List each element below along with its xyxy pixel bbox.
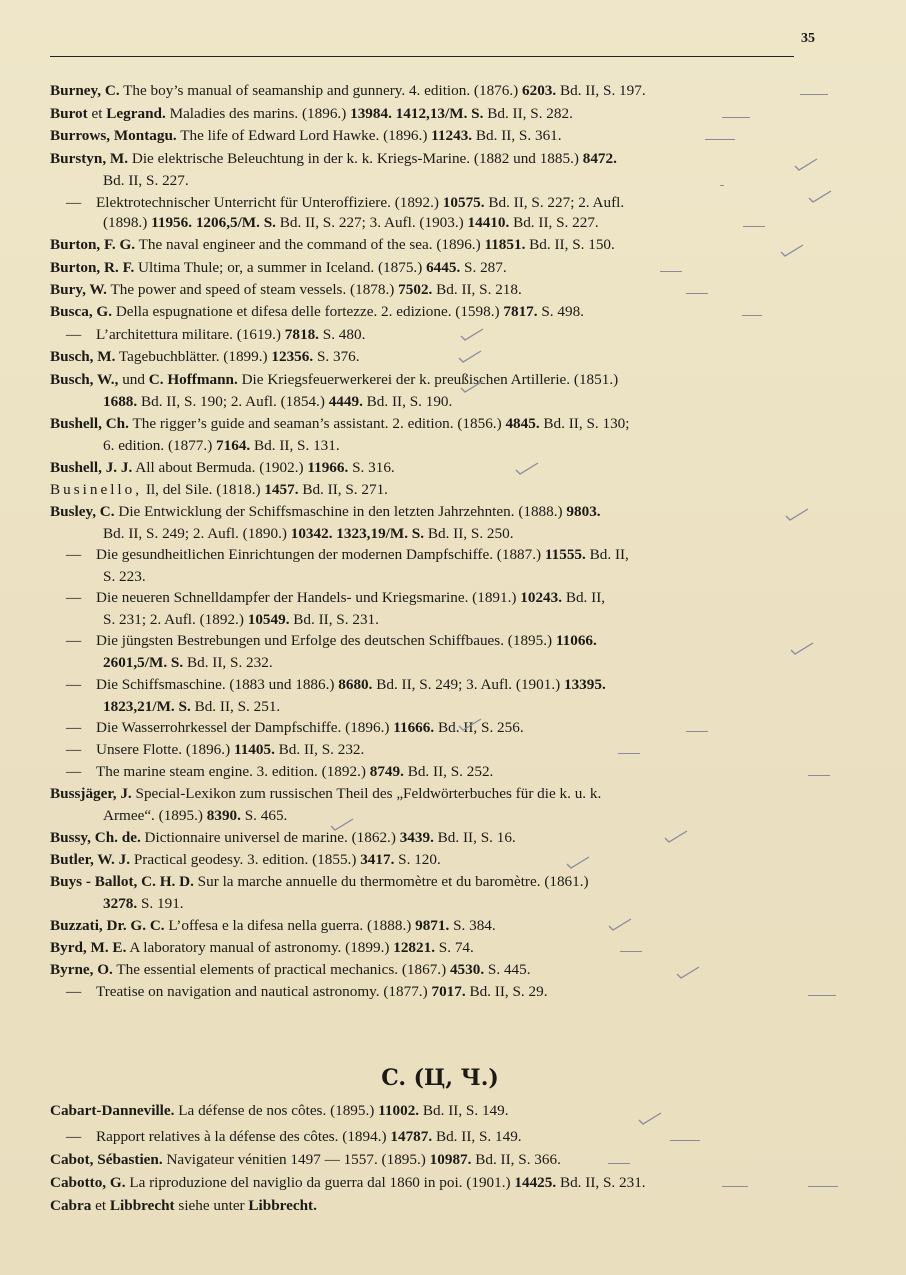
shelf-mark: 6445.: [426, 259, 461, 276]
entry-title: et: [87, 105, 107, 122]
entry-title: The power and speed of steam vessels. (1878.): [106, 281, 399, 298]
entry-line: [103, 392, 452, 412]
shelf-mark: 4845.: [505, 415, 540, 432]
entry-line: [50, 784, 601, 804]
shelf-mark: 10987.: [429, 1151, 472, 1168]
pencil-tick-mark: [705, 139, 735, 140]
check-mark-icon: [460, 328, 484, 342]
entry-ref: Bd. II, S. 251.: [190, 698, 281, 715]
entry-author: Libbrecht.: [248, 1197, 317, 1214]
entry-title: The marine steam engine. 3. edition. (1892.): [96, 763, 370, 780]
shelf-mark: 11405.: [233, 741, 275, 758]
entry-ref: Bd. II, S. 232.: [183, 654, 273, 671]
shelf-mark: 7502.: [398, 281, 433, 298]
pencil-tick-mark: [660, 271, 682, 272]
entry-line: [103, 610, 379, 630]
entry-title: S. 223.: [103, 568, 146, 585]
entry-author: Cabot, Sébastien.: [50, 1151, 163, 1168]
entry-line: [50, 149, 617, 169]
entry-title: Practical geodesy. 3. edition. (1855.): [130, 851, 361, 868]
entry-ref: Bd. II, S. 249; 3. Aufl. (1901.): [372, 676, 564, 693]
entry-line: [50, 828, 516, 848]
shelf-mark: 14425.: [514, 1174, 557, 1191]
entry-title: L’architettura militare. (1619.): [96, 326, 285, 343]
entry-title: siehe unter: [174, 1197, 249, 1214]
header-rule: [50, 56, 794, 57]
shelf-mark: 6203.: [522, 82, 557, 99]
entry-line: [103, 436, 340, 456]
shelf-mark: 4449.: [328, 393, 363, 410]
ditto-dash: —: [66, 546, 82, 563]
pencil-tick-mark: [686, 293, 708, 294]
entry-title: Die jüngsten Bestrebungen und Erfolge des deutschen Schiffbaues. (1895.): [96, 632, 556, 649]
entry-ref: Bd. II, S. 282.: [483, 105, 573, 122]
entry-ref: Bd. II, S. 227; 3. Aufl. (1903.): [275, 214, 468, 231]
check-mark-icon: [664, 830, 688, 844]
pencil-tick-mark: [800, 94, 828, 95]
entry-line: [66, 740, 364, 760]
entry-title: Della espugnatione et difesa delle fortezze. 2. edizione. (1598.): [112, 303, 504, 320]
pencil-tick-mark: [743, 226, 765, 227]
entry-line: [50, 302, 584, 322]
entry-title: Bd. II, S. 249; 2. Aufl. (1890.): [103, 525, 291, 542]
entry-line: [66, 325, 365, 345]
entry-author: Busch, W.,: [50, 371, 119, 388]
entry-author: Businello,: [50, 481, 143, 498]
entry-line: [50, 104, 573, 124]
pencil-tick-mark: [808, 1186, 838, 1187]
shelf-mark: 11243.: [431, 127, 473, 144]
entry-title: L’offesa e la difesa nella guerra. (1888.): [164, 917, 416, 934]
entry-title: Elektrotechnischer Unterricht für Unteroffiziere. (1892.): [96, 194, 443, 211]
entry-author: Bury, W.: [50, 281, 107, 298]
pencil-tick-mark: [670, 1140, 700, 1141]
ditto-dash: —: [66, 326, 82, 343]
entry-title: Navigateur vénitien 1497 — 1557. (1895.): [162, 1151, 430, 1168]
entry-title: The life of Edward Lord Hawke. (1896.): [176, 127, 432, 144]
entry-line: [103, 524, 514, 544]
shelf-mark: 10549.: [247, 611, 290, 628]
entry-title: Tagebuchblätter. (1899.): [115, 348, 272, 365]
check-mark-icon: [608, 918, 632, 932]
entry-author: Byrd, M. E.: [50, 939, 127, 956]
entry-line: [66, 1127, 522, 1147]
pencil-tick-mark: [722, 1186, 748, 1187]
entry-title: Armee“. (1895.): [103, 807, 207, 824]
pencil-tick-mark: [686, 731, 708, 732]
page-number: 35: [801, 31, 815, 46]
entry-ref: S. 465.: [240, 807, 288, 824]
entry-title: The essential elements of practical mechanics. (1867.): [112, 961, 450, 978]
entry-ref: Bd. II, S. 256.: [434, 719, 524, 736]
pencil-tick-mark: [608, 1163, 630, 1164]
entry-line: [50, 502, 601, 522]
entry-author: Byrne, O.: [50, 961, 113, 978]
entry-line: [66, 631, 597, 651]
entry-line: [66, 982, 548, 1002]
pencil-tick-mark: [808, 995, 836, 996]
shelf-mark: 13984. 1412,13/M. S.: [350, 105, 484, 122]
entry-line: [50, 458, 395, 478]
check-mark-icon: [780, 244, 804, 258]
entry-ref: Bd. II, S. 131.: [250, 437, 340, 454]
entry-title: Unsere Flotte. (1896.): [96, 741, 234, 758]
entry-ref: Bd. II, S. 227; 2. Aufl.: [484, 194, 625, 211]
entry-title: Treatise on navigation and nautical astronomy. (1877.): [96, 983, 432, 1000]
shelf-mark: 8472.: [582, 150, 617, 167]
entry-title: The rigger’s guide and seaman’s assistant. 2. edition. (1856.): [128, 415, 506, 432]
check-mark-icon: [808, 190, 832, 204]
entry-author: Burton, R. F.: [50, 259, 135, 276]
ditto-dash: —: [66, 741, 82, 758]
entry-line: [66, 193, 624, 213]
entry-ref: Bd. II, S. 16.: [433, 829, 516, 846]
shelf-mark: 14410.: [467, 214, 510, 231]
check-mark-icon: [790, 642, 814, 656]
entry-line: [50, 938, 474, 958]
check-mark-icon: [515, 462, 539, 476]
entry-line: [66, 675, 606, 695]
entry-line: [103, 171, 189, 191]
entry-ref: Bd. II, S. 218.: [432, 281, 522, 298]
ditto-dash: —: [66, 1128, 82, 1145]
entry-title: Special-Lexikon zum russischen Theil des „Feldwörterbuches für die k. u. k.: [131, 785, 602, 802]
shelf-mark: 11666.: [393, 719, 435, 736]
entry-author: Bussy, Ch. de.: [50, 829, 141, 846]
shelf-mark: 1688.: [103, 393, 138, 410]
entry-author: Legrand.: [106, 105, 166, 122]
entry-line: [103, 894, 184, 914]
shelf-mark: 11966.: [307, 459, 349, 476]
entry-title: The naval engineer and the command of the sea. (1896.): [135, 236, 485, 253]
pencil-tick-mark: [742, 315, 762, 316]
entry-line: [103, 806, 287, 826]
entry-title: Die Entwicklung der Schiffsmaschine in den letzten Jahrzehnten. (1888.): [114, 503, 567, 520]
pencil-tick-mark: [722, 117, 750, 118]
entry-line: [66, 545, 629, 565]
entry-line: [103, 567, 146, 587]
check-mark-icon: [458, 350, 482, 364]
entry-author: Bushell, Ch.: [50, 415, 129, 432]
entry-line: [50, 850, 441, 870]
shelf-mark: 9803.: [566, 503, 601, 520]
shelf-mark: 4530.: [449, 961, 485, 978]
ditto-dash: —: [66, 194, 82, 211]
entry-line: [103, 653, 273, 673]
entry-author: Bushell, J. J.: [50, 459, 133, 476]
entry-author: Burstyn, M.: [50, 150, 129, 167]
entry-author: Burrows, Montagu.: [50, 127, 177, 144]
shelf-mark: 10575.: [442, 194, 485, 211]
entry-ref: Bd. II, S. 149.: [432, 1128, 522, 1145]
entry-ref: Bd. II, S. 361.: [472, 127, 562, 144]
entry-title: Ultima Thule; or, a summer in Iceland. (1875.): [134, 259, 427, 276]
entry-ref: S. 445.: [484, 961, 531, 978]
entry-ref: Bd. II, S. 231.: [289, 611, 379, 628]
entry-author: Busley, C.: [50, 503, 115, 520]
entry-title: Sur la marche annuelle du thermomètre et du baromètre. (1861.): [193, 873, 589, 890]
entry-title: Rapport relatives à la défense des côtes. (1894.): [96, 1128, 391, 1145]
entry-ref: Bd. II, S. 150.: [525, 236, 615, 253]
entry-line: [50, 480, 388, 500]
entry-author: Busca, G.: [50, 303, 113, 320]
shelf-mark: 12821.: [393, 939, 435, 956]
entry-ref: Bd. II, S. 190.: [362, 393, 453, 410]
entry-title: (1898.): [103, 214, 152, 231]
entry-line: [103, 697, 280, 717]
entry-author: Buys - Ballot, C. H. D.: [50, 873, 194, 890]
ditto-dash: —: [66, 719, 82, 736]
entry-ref: Bd. II, S. 149.: [419, 1102, 509, 1119]
pencil-tick-mark: [620, 951, 642, 952]
entry-ref: Bd. II, S. 231.: [556, 1174, 646, 1191]
entry-author: Cabotto, G.: [50, 1174, 126, 1191]
check-mark-icon: [638, 1112, 662, 1126]
entry-line: [50, 1196, 317, 1216]
entry-ref: Bd. II, S. 271.: [298, 481, 388, 498]
entry-ref: Bd. II, S. 197.: [556, 82, 646, 99]
section-heading: C. (Ц, Ч.): [381, 1065, 499, 1091]
shelf-mark: 11851.: [484, 236, 526, 253]
entry-ref: Bd. II,: [562, 589, 606, 606]
entry-title: Die Kriegsfeuerwerkerei der k. preußischen Artillerie. (1851.): [237, 371, 619, 388]
entry-title: Bd. II, S. 227.: [103, 172, 189, 189]
entry-author: Buzzati, Dr. G. C.: [50, 917, 165, 934]
shelf-mark: 11555.: [544, 546, 586, 563]
check-mark-icon: [785, 508, 809, 522]
entry-ref: S. 74.: [435, 939, 474, 956]
entry-title: Maladies des marins. (1896.): [165, 105, 351, 122]
entry-line: [50, 872, 589, 892]
shelf-mark: 12356.: [271, 348, 314, 365]
shelf-mark: 11002.: [378, 1102, 420, 1119]
entry-author: Burney, C.: [50, 82, 120, 99]
entry-line: [66, 718, 524, 738]
entry-title: und: [118, 371, 149, 388]
shelf-mark: 9871.: [415, 917, 450, 934]
entry-line: [50, 960, 531, 980]
entry-line: [66, 762, 493, 782]
entry-ref: Bd. II, S. 190; 2. Aufl. (1854.): [137, 393, 329, 410]
entry-ref: Bd. II, S. 232.: [274, 741, 365, 758]
entry-ref: S. 191.: [137, 895, 184, 912]
shelf-mark: 1823,21/M. S.: [103, 698, 191, 715]
shelf-mark: 8680.: [338, 676, 373, 693]
entry-ref: Bd. II, S. 366.: [471, 1151, 561, 1168]
entry-title: La défense de nos côtes. (1895.): [174, 1102, 379, 1119]
entry-title: et: [91, 1197, 110, 1214]
shelf-mark: 7818.: [284, 326, 319, 343]
entry-author: Libbrecht: [109, 1197, 175, 1214]
shelf-mark: 3439.: [399, 829, 434, 846]
entry-ref: Bd. II, S. 252.: [403, 763, 494, 780]
pencil-tick-mark: [720, 185, 724, 186]
entry-ref: S. 287.: [460, 259, 507, 276]
entry-ref: Bd. II, S. 250.: [424, 525, 514, 542]
entry-author: Bussjäger, J.: [50, 785, 132, 802]
shelf-mark: 2601,5/M. S.: [103, 654, 184, 671]
entry-title: La riproduzione del naviglio da guerra dal 1860 in poi. (1901.): [125, 1174, 515, 1191]
ditto-dash: —: [66, 676, 82, 693]
ditto-dash: —: [66, 632, 82, 649]
entry-title: S. 231; 2. Aufl. (1892.): [103, 611, 248, 628]
entry-ref: Bd. II, S. 29.: [465, 983, 548, 1000]
entry-line: [50, 81, 646, 101]
entry-line: [50, 414, 630, 434]
shelf-mark: 11956. 1206,5/M. S.: [151, 214, 276, 231]
shelf-mark: 7017.: [431, 983, 466, 1000]
shelf-mark: 3278.: [103, 895, 138, 912]
entry-title: Die elektrische Beleuchtung in der k. k. Kriegs-Marine. (1882 und 1885.): [128, 150, 583, 167]
entry-title: The boy’s manual of seamanship and gunnery. 4. edition. (1876.): [119, 82, 523, 99]
shelf-mark: 7164.: [216, 437, 251, 454]
entry-line: [103, 213, 599, 233]
entry-title: 6. edition. (1877.): [103, 437, 217, 454]
ditto-dash: —: [66, 589, 82, 606]
pencil-tick-mark: [808, 775, 830, 776]
shelf-mark: 8390.: [206, 807, 241, 824]
check-mark-icon: [460, 380, 484, 394]
entry-title: Die Schiffsmaschine. (1883 und 1886.): [96, 676, 339, 693]
shelf-mark: 11066.: [555, 632, 597, 649]
check-mark-icon: [566, 856, 590, 870]
entry-line: [50, 916, 496, 936]
entry-ref: S. 384.: [449, 917, 496, 934]
check-mark-icon: [458, 718, 482, 732]
entry-author: Cabart-Danneville.: [50, 1102, 175, 1119]
entry-author: C. Hoffmann.: [148, 371, 238, 388]
entry-line: [50, 1150, 561, 1170]
entry-line: [50, 1173, 646, 1193]
ditto-dash: —: [66, 763, 82, 780]
entry-title: Die gesundheitlichen Einrichtungen der modernen Dampfschiffe. (1887.): [96, 546, 545, 563]
entry-author: Cabra: [50, 1197, 92, 1214]
entry-ref: S. 120.: [394, 851, 441, 868]
entry-author: Busch, M.: [50, 348, 116, 365]
shelf-mark: 3417.: [360, 851, 395, 868]
entry-ref: S. 316.: [348, 459, 395, 476]
shelf-mark: 10342. 1323,19/M. S.: [290, 525, 425, 542]
entry-author: Burot: [50, 105, 88, 122]
entry-ref: S. 480.: [318, 326, 366, 343]
entry-line: [50, 347, 360, 367]
entry-author: Butler, W. J.: [50, 851, 131, 868]
entry-ref: Bd. II,: [585, 546, 629, 563]
ditto-dash: —: [66, 983, 82, 1000]
shelf-mark: 8749.: [369, 763, 404, 780]
entry-line: [50, 370, 618, 390]
entry-title: Il, del Sile. (1818.): [142, 481, 265, 498]
entry-ref: S. 498.: [537, 303, 584, 320]
entry-line: [66, 588, 605, 608]
shelf-mark: 10243.: [520, 589, 563, 606]
shelf-mark: 14787.: [390, 1128, 433, 1145]
entry-title: Die Wasserrohrkessel der Dampfschiffe. (1896.): [96, 719, 394, 736]
entry-line: [50, 235, 615, 255]
check-mark-icon: [330, 818, 354, 832]
entry-ref: Bd. II, S. 130;: [539, 415, 630, 432]
entry-title: A laboratory manual of astronomy. (1899.): [126, 939, 394, 956]
shelf-mark: 1457.: [264, 481, 299, 498]
entry-title: Dictionnaire universel de marine. (1862.): [140, 829, 400, 846]
entry-title: Die neueren Schnelldampfer der Handels- und Kriegsmarine. (1891.): [96, 589, 521, 606]
check-mark-icon: [676, 966, 700, 980]
shelf-mark: 13395.: [563, 676, 606, 693]
shelf-mark: 7817.: [503, 303, 538, 320]
check-mark-icon: [794, 158, 818, 172]
entry-line: [50, 280, 522, 300]
pencil-tick-mark: [618, 753, 640, 754]
entry-author: Burton, F. G.: [50, 236, 136, 253]
entry-line: [50, 1101, 509, 1121]
entry-title: All about Bermuda. (1902.): [132, 459, 308, 476]
entry-line: [50, 126, 562, 146]
entry-ref: S. 376.: [313, 348, 360, 365]
entry-ref: Bd. II, S. 227.: [509, 214, 599, 231]
entry-line: [50, 258, 507, 278]
